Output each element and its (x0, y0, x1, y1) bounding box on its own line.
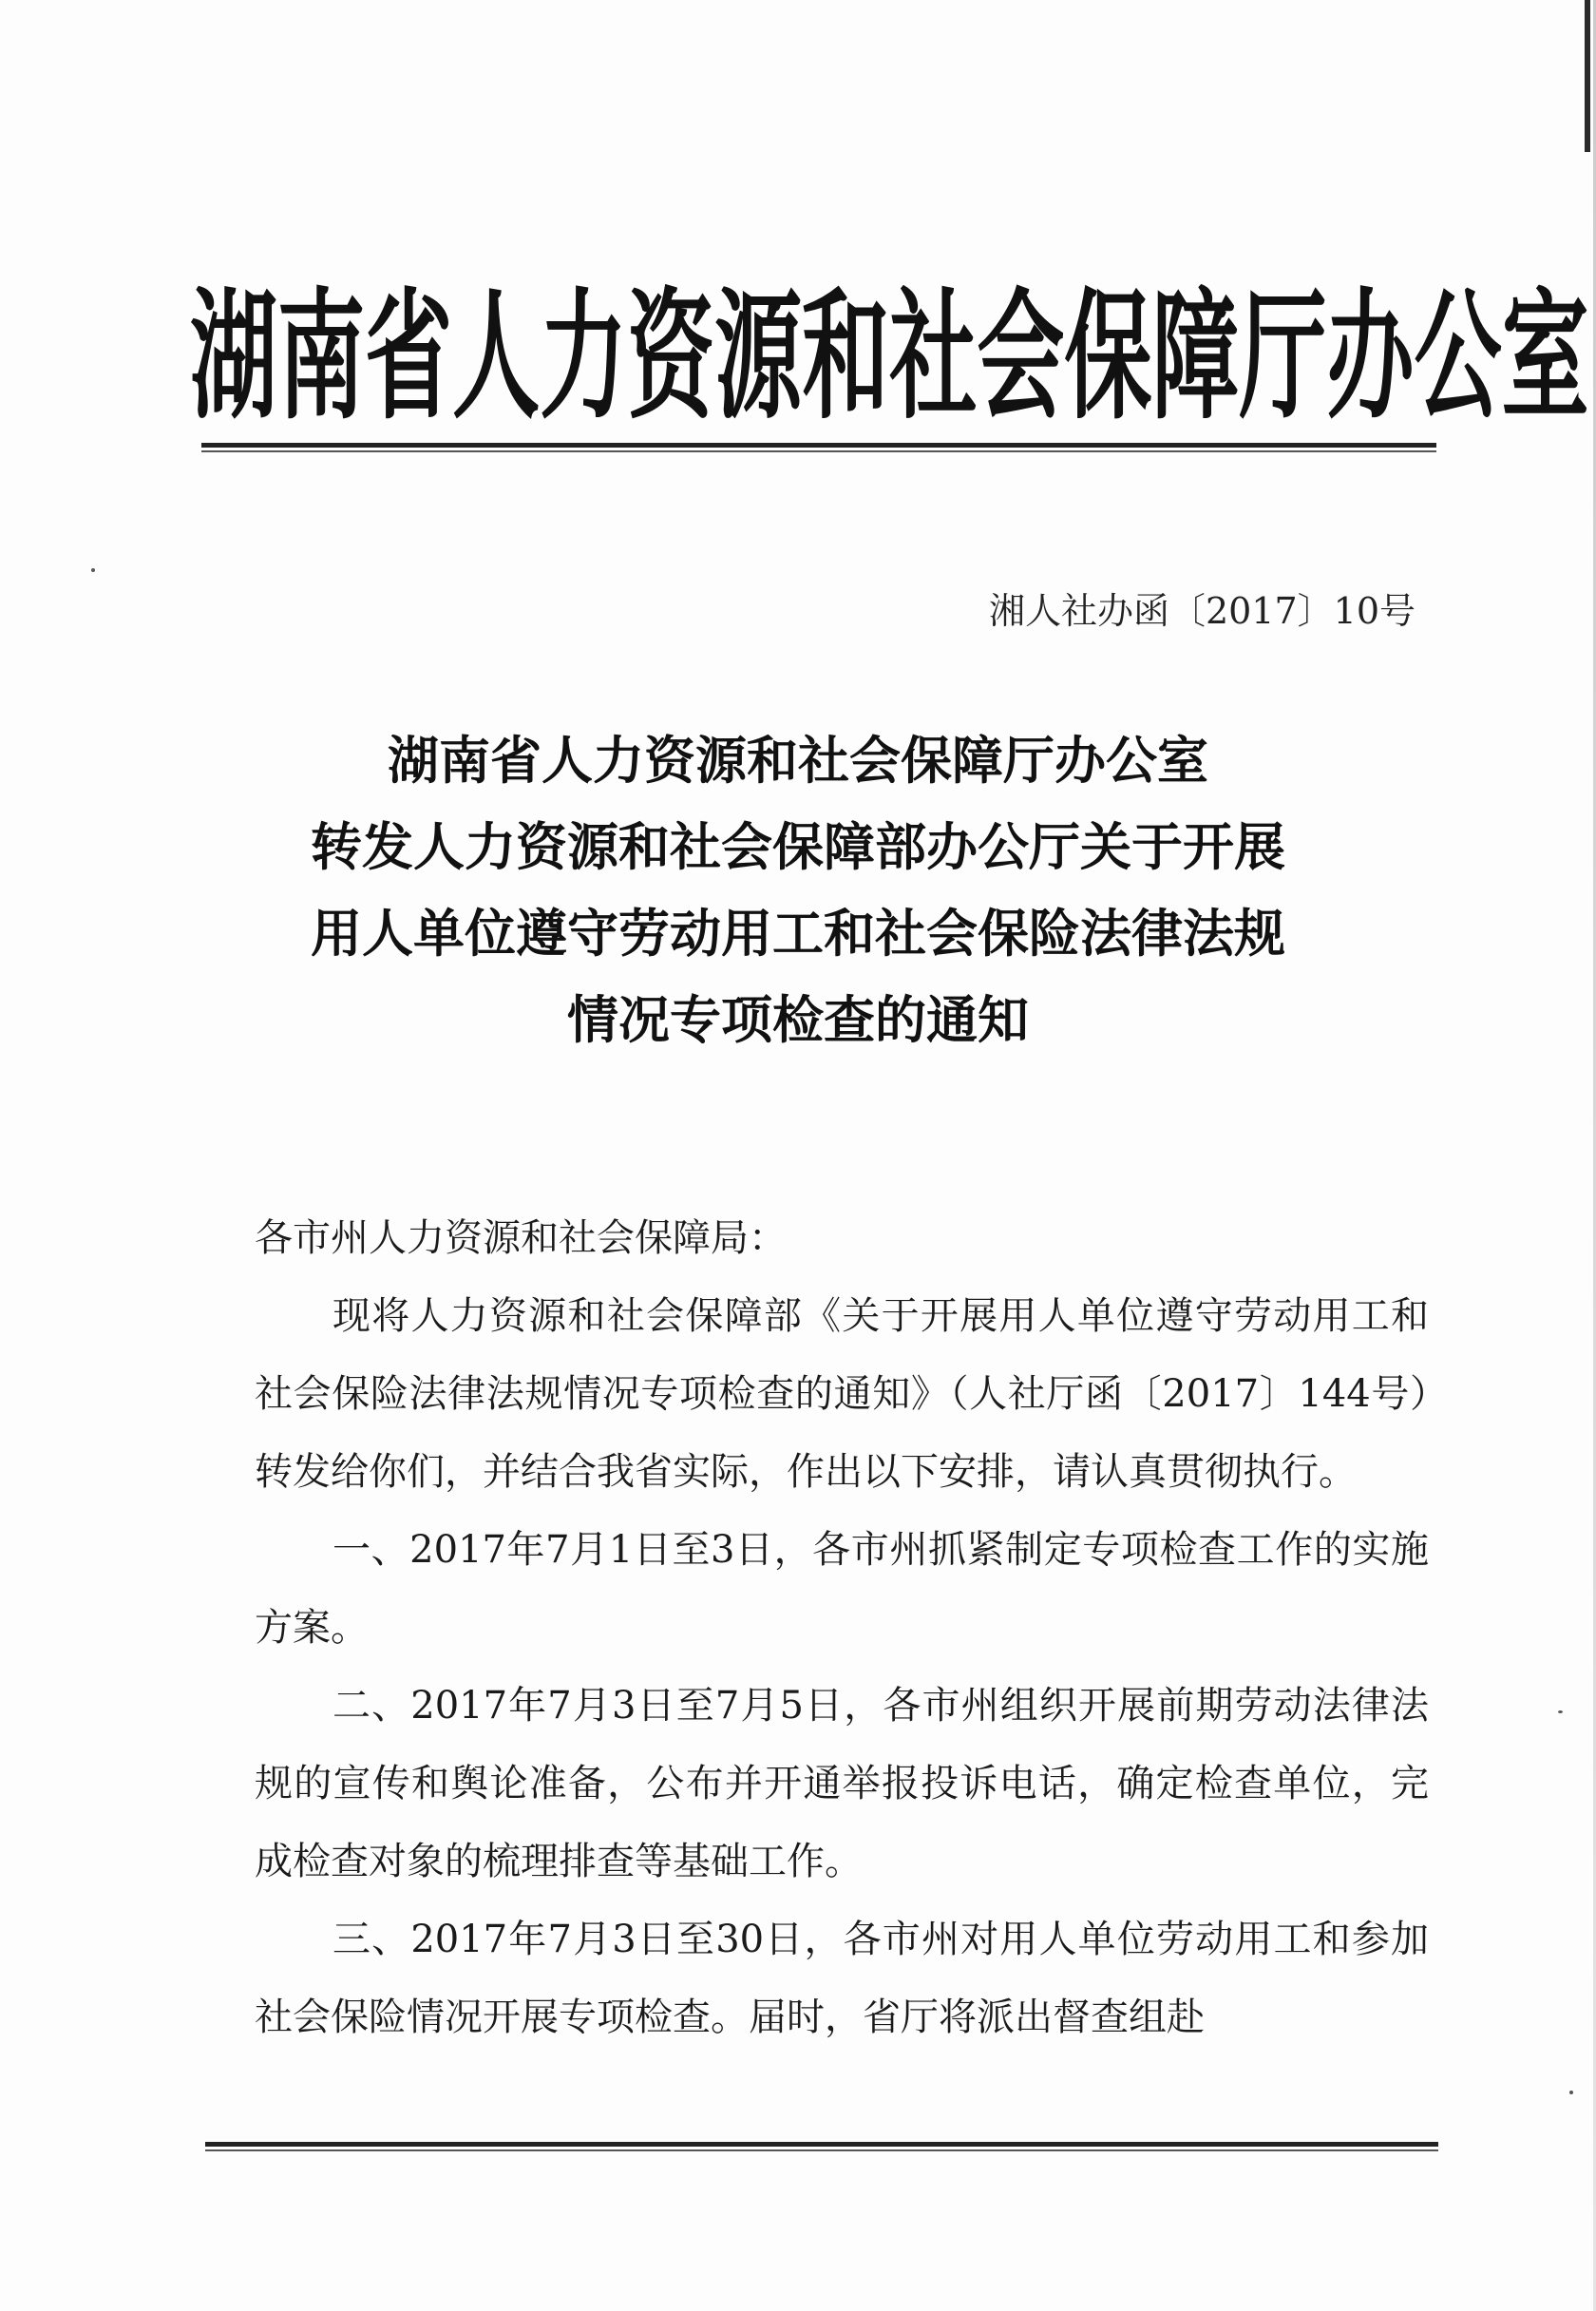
document-title (0, 717, 1596, 1063)
body-paragraph: 二、2017年7月3日至7月5日，各市州组织开展前期劳动法律法规的宣传和舆论准备，公布并开通举报投诉电话，确定检查单位，完成检查对象的梳理排查等基础工作。 (255, 1684, 1429, 1883)
body-paragraph: 一、2017年7月1日至3日，各市州抓紧制定专项检查工作的实施方案。 (255, 1528, 1429, 1650)
letterhead-rule-thin (201, 450, 1436, 452)
title-line: 湖南省人力资源和社会保障厅办公室 (388, 731, 1208, 791)
footer-rule-thin (205, 2149, 1438, 2151)
title-line: 情况专项检查的通知 (567, 990, 1029, 1050)
scan-edge-mark (1585, 0, 1590, 152)
title-line: 用人单位遵守劳动用工和社会保险法律法规 (311, 904, 1285, 964)
letterhead-rule-thick (201, 443, 1436, 448)
document-number: 湘人社办函〔2017〕10号 (988, 590, 1416, 632)
letterhead-org-name: 湖南省人力资源和社会保障厅办公室 (190, 273, 1589, 439)
scan-speck (1558, 1710, 1563, 1713)
footer-rule-thick (205, 2142, 1438, 2147)
scan-speck (91, 568, 95, 572)
title-line: 转发人力资源和社会保障部办公厅关于开展 (311, 817, 1285, 877)
document-body (255, 1199, 1429, 2056)
body-paragraph: 现将人力资源和社会保障部《关于开展用人单位遵守劳动用工和社会保险法律法规情况专项检查的通知》（人社厅函〔2017〕144号）转发给你们，并结合我省实际，作出以下安排，请认真贯彻执行。 (255, 1294, 1429, 1494)
body-paragraph: 三、2017年7月3日至30日，各市州对用人单位劳动用工和参加社会保险情况开展专项检查。届时，省厅将派出督查组赴 (255, 1918, 1429, 2039)
scan-speck (1569, 2091, 1573, 2094)
salutation: 各市州人力资源和社会保障局： (255, 1216, 787, 1260)
